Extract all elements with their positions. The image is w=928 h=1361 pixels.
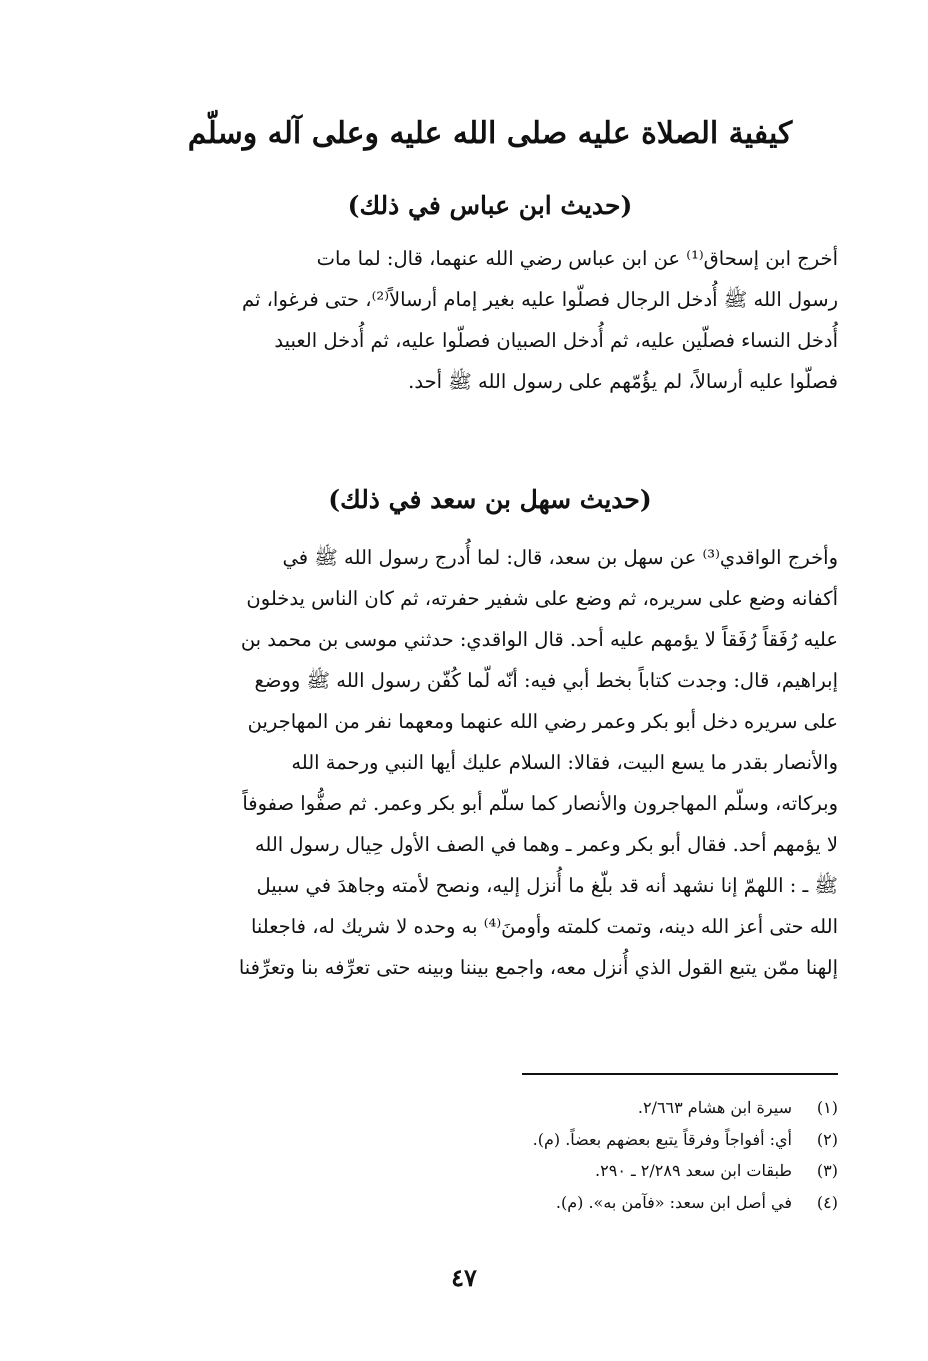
paragraph-line: إلهنا ممّن يتبع القول الذي أُنزل معه، واجمع بيننا وبينه حتى تعرِّفه بنا وتعرِّفنا bbox=[238, 956, 838, 979]
footnotes-list bbox=[138, 1092, 838, 1218]
footnote-text: سيرة ابن هشام ٢/٦٦٣. bbox=[637, 1098, 792, 1117]
paragraph-line: إبراهيم، قال: وجدت كتاباً بخط أبي فيه: أنّه لّما كُفّن رسول الله ﷺ ووضع bbox=[254, 669, 838, 692]
footnote-item bbox=[138, 1092, 838, 1124]
footnote-number: (١) bbox=[816, 1098, 838, 1117]
footnote-text: طبقات ابن سعد ٢/٢٨٩ ـ ٢٩٠. bbox=[595, 1161, 792, 1180]
paragraph-line: وأخرج الواقدي⁽³⁾ عن سهل بن سعد، قال: لما أُدرج رسول الله ﷺ في bbox=[282, 546, 838, 569]
footnote-text: أي: أفواجاً وفرقاً يتبع بعضهم بعضاً. (م). bbox=[532, 1129, 792, 1149]
paragraph-line: عليه رُفَقاً رُفَقاً لا يؤمهم عليه أحد. قال الواقدي: حدثني موسى بن محمد بن bbox=[240, 628, 838, 651]
paragraph-line: لا يؤمهم أحد. فقال أبو بكر وعمر ـ وهما في الصف الأول حِيال رسول الله bbox=[254, 833, 838, 856]
paragraph-line: والأنصار بقدر ما يسع البيت، فقالا: السلام عليك أيها النبي ورحمة الله bbox=[291, 751, 838, 774]
section-ibn-abbas-heading: (حديث ابن عباس في ذلك) bbox=[347, 191, 633, 220]
footnote-number: (٤) bbox=[816, 1192, 838, 1212]
footnote-number: (٣) bbox=[816, 1161, 838, 1180]
page-title: كيفية الصلاة عليه صلى الله عليه وعلى آله وسلّم bbox=[187, 116, 793, 151]
footnote-divider bbox=[522, 1073, 838, 1075]
paragraph-line: ﷺ ـ : اللهمّ إنا نشهد أنه قد بلّغ ما أُنزل إليه، ونصح لأمته وجاهدَ في سبيل bbox=[256, 874, 838, 897]
paragraph-line: فصلّوا عليه أرسالاً، لم يؤُمّهم على رسول الله ﷺ أحد. bbox=[408, 370, 838, 393]
section-ibn-abbas-paragraph bbox=[133, 238, 838, 402]
paragraph-line: الله حتى أعز الله دينه، وتمت كلمته وأومنَ⁽⁴⁾ به وحده لا شريك له، فاجعلنا bbox=[250, 915, 838, 938]
footnote-item bbox=[138, 1187, 838, 1219]
footnote-item bbox=[138, 1124, 838, 1156]
paragraph-line: أكفانه وضع على سريره، ثم وضع على شفير حفرته، ثم كان الناس يدخلون bbox=[246, 587, 838, 610]
paragraph-line: أُدخل النساء فصلّين عليه، ثم أُدخل الصبيان فصلّوا عليه، ثم أُدخل العبيد bbox=[274, 329, 838, 352]
page-number: ٤٧ bbox=[451, 1263, 477, 1292]
footnote-text: في أصل ابن سعد: «فآمن به». (م). bbox=[555, 1192, 792, 1212]
section-sahl-ibn-saad-paragraph bbox=[133, 537, 838, 988]
paragraph-line: وبركاته، وسلّم المهاجرون والأنصار كما سلّم أبو بكر وعمر. ثم صفُّوا صفوفاً bbox=[242, 792, 838, 815]
section-sahl-ibn-saad-heading: (حديث سهل بن سعد في ذلك) bbox=[328, 485, 652, 514]
paragraph-line: أخرج ابن إسحاق⁽¹⁾ عن ابن عباس رضي الله عنهما، قال: لما مات bbox=[316, 247, 838, 270]
paragraph-line: رسول الله ﷺ أُدخل الرجال فصلّوا عليه بغير إمام أرسالاً⁽²⁾، حتى فرغوا، ثم bbox=[242, 288, 838, 311]
paragraph-line: على سريره دخل أبو بكر وعمر رضي الله عنهما ومعهما نفر من المهاجرين bbox=[247, 710, 838, 733]
footnote-number: (٢) bbox=[816, 1129, 838, 1149]
footnote-item bbox=[138, 1155, 838, 1187]
